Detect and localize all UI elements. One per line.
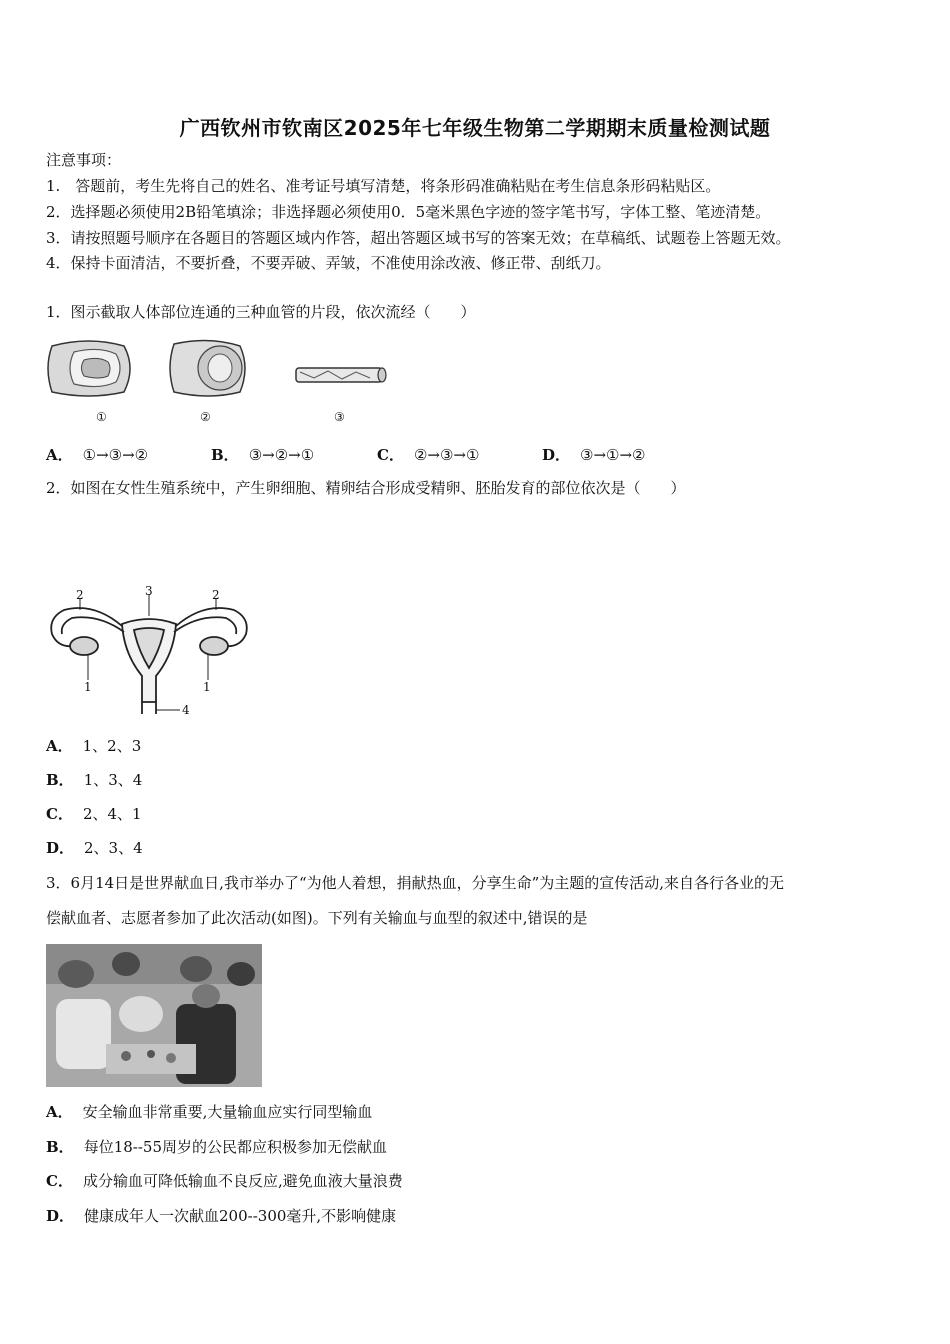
notice-item: 2．选择题必须使用2B铅笔填涂；非选择题必须使用0．5毫米黑色字迹的签字笔书写，字体工整、笔迹清楚。 — [46, 203, 771, 221]
page-title: 广西钦州市钦南区2025年七年级生物第二学期期末质量检测试题 — [179, 116, 771, 140]
female-reproductive-figure — [44, 584, 254, 718]
notice-heading: 注意事项： — [46, 151, 122, 169]
option-b[interactable]: B． ③→②→① — [211, 446, 315, 464]
option-b[interactable]: B． 每位18--55周岁的公民都应积极参加无偿献血 — [46, 1138, 387, 1156]
option-d[interactable]: D． 健康成年人一次献血200--300毫升,不影响健康 — [46, 1207, 397, 1225]
question-3-stem: 偿献血者、志愿者参加了此次活动(如图)。下列有关输血与血型的叙述中,错误的是 — [46, 909, 588, 927]
question-2-stem: 2．如图在女性生殖系统中，产生卵细胞、精卵结合形成受精卵、胚胎发育的部位依次是（ ） — [46, 479, 686, 497]
notice-item: 3．请按照题号顺序在各题目的答题区域内作答，超出答题区域书写的答案无效；在草稿纸、试题卷上答题无效。 — [46, 229, 791, 247]
option-d[interactable]: D． 2、3、4 — [46, 839, 143, 857]
notice-item: 4．保持卡面清洁，不要折叠，不要弄破、弄皱，不准使用涂改液、修正带、刮纸刀。 — [46, 254, 611, 272]
option-b[interactable]: B． 1、3、4 — [46, 771, 143, 789]
figure-label: 3 — [145, 584, 153, 598]
option-c[interactable]: C． ②→③→① — [377, 446, 480, 464]
option-a[interactable]: A． 1、2、3 — [46, 737, 142, 755]
question-1-stem: 1．图示截取人体部位连通的三种血管的片段，依次流经（ ） — [46, 303, 476, 321]
notice-item: 1. 答题前，考生先将自己的姓名、准考证号填写清楚，将条形码准确粘贴在考生信息条形码粘贴区。 — [46, 177, 721, 195]
option-c[interactable]: C． 2、4、1 — [46, 805, 142, 823]
question-3-stem: 3．6月14日是世界献血日,我市举办了“为他人着想，捐献热血，分享生命”为主题的宣传活动,来自各行各业的无 — [46, 874, 785, 892]
blood-donation-photo — [46, 944, 262, 1087]
figure-label: 4 — [182, 703, 190, 717]
vessel-3-icon — [296, 368, 386, 382]
vessel-1-icon — [48, 341, 130, 396]
option-a[interactable]: A． ①→③→② — [46, 446, 149, 464]
figure-label: 1 — [84, 680, 92, 694]
option-d[interactable]: D． ③→①→② — [542, 446, 646, 464]
figure-label: ③ — [334, 410, 345, 424]
option-c[interactable]: C． 成分输血可降低输血不良反应,避免血液大量浪费 — [46, 1172, 403, 1190]
figure-label: 2 — [212, 588, 220, 602]
figure-label: 1 — [203, 680, 211, 694]
question-1-options — [46, 444, 746, 464]
vessel-2-icon — [170, 340, 245, 396]
figure-label: 2 — [76, 588, 84, 602]
option-a[interactable]: A． 安全输血非常重要,大量输血应实行同型输血 — [46, 1103, 373, 1121]
figure-label: ① — [96, 410, 107, 424]
blood-vessels-figure — [44, 338, 404, 400]
figure-label: ② — [200, 410, 211, 424]
